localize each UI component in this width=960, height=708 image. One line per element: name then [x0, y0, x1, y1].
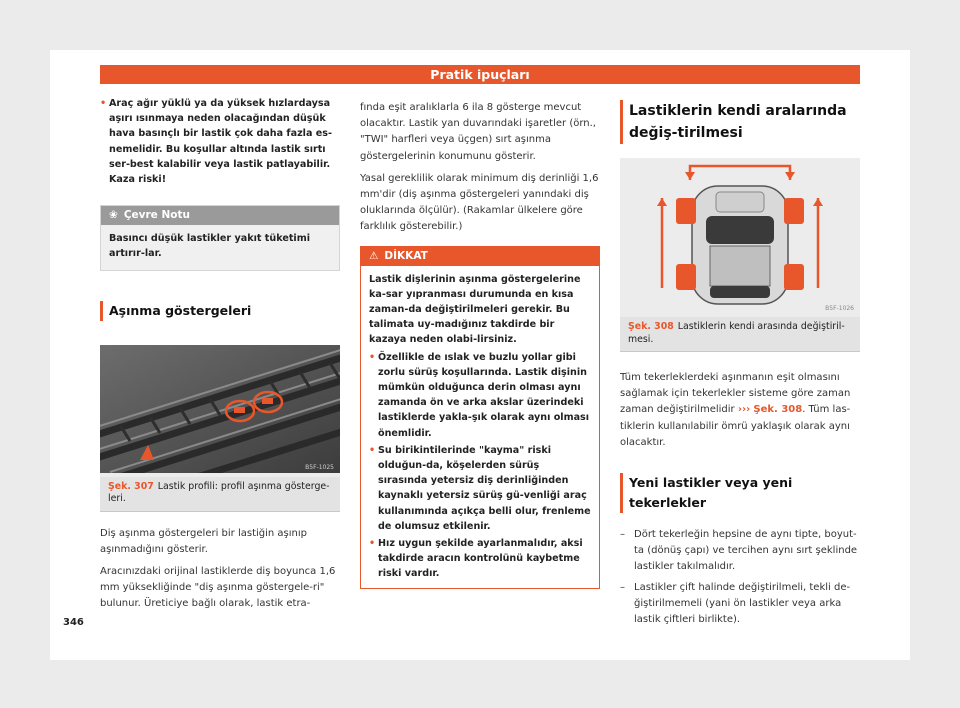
page-header: Pratik ipuçları — [100, 65, 860, 84]
figure-ref: Şek. 307 — [108, 480, 154, 492]
tire-tread-illustration — [100, 345, 340, 473]
caution-bullet: • Özellikle de ıslak ve buzlu yollar gibi zorlu sürüş koşullarında. Lastik dişinin mümkün olduğunca derin olması aynı zamanda ön ve arka akslar üzerindeki lastiklerde yakla-şık olarak aynı olması önemlidir. — [369, 350, 591, 441]
figure-caption — [100, 477, 340, 512]
environment-note-header — [101, 206, 339, 225]
caution-title: DİKKAT — [384, 249, 428, 262]
flower-icon: ❀ — [109, 209, 118, 222]
middle-column — [360, 100, 600, 589]
figure-caption-text: Lastik profili: profil aşınma gösterge-leri. — [108, 480, 330, 505]
warning-triangle-icon: ⚠ — [369, 249, 379, 262]
figure-ref: Şek. 308 — [628, 321, 674, 332]
caution-box — [360, 246, 600, 589]
figure-caption-text: Lastiklerin kendi arasında değiştiril-mesi. — [628, 321, 845, 345]
tire-profile-image — [100, 345, 340, 477]
paragraph: Diş aşınma göstergeleri bir lastiğin aşınıp aşınmadığını gösterir. — [100, 527, 308, 555]
warning-bullet: • Araç ağır yüklü ya da yüksek hızlardaysa aşırı ısınmaya neden olacağından düşük hava basınçlı bir lastik çok daha fazla es-nemelidir. Bu koşullar altında lastik sırtı ser-best kalabilir veya lastik patlayabilir. Kaza riski! — [100, 96, 340, 187]
tire-rotation-image — [620, 158, 860, 317]
section-title-new-tires: Yeni lastikler veya yeni tekerlekler — [620, 473, 860, 513]
paragraph-text: Tüm tekerleklerdeki aşınmanın eşit olmasını sağlamak için tekerlekler sisteme göre zaman zaman değiştirilmelidir — [620, 372, 851, 416]
paragraph: fında eşit aralıklarla 6 ila 8 gösterge mevcut olacaktır. Lastik yan duvarındaki işaretler (örn., "TWI" harfleri veya üçgen) sırt aşınma göstergelerinin konumunu gösterir. — [360, 102, 596, 162]
left-column — [100, 96, 340, 613]
car-top-view-illustration — [620, 158, 860, 313]
environment-note-body: Basıncı düşük lastikler yakıt tüketimi artırır-lar. — [109, 233, 311, 260]
caution-intro: Lastik dişlerinin aşınma göstergelerine ka-sar yıpranması durumunda en kısa zaman-da değiştirilmeleri gerekir. Bu talimata uy-madığınız takdirde bir kazaya neden olabi-lirsiniz. — [369, 273, 581, 346]
section-title-tire-rotation: Lastiklerin kendi aralarında değiş-tirilmesi — [620, 100, 860, 144]
dash-list-item: – Dört tekerleğin hepsine de aynı tipte, boyut-ta (dönüş çapı) ve tercihen aynı sırt şeklinde lastikler takılmalıdır. — [620, 527, 860, 576]
environment-note — [100, 205, 340, 270]
page-number: 346 — [63, 617, 84, 628]
figure-caption — [620, 317, 860, 352]
environment-note-title: Çevre Notu — [123, 209, 190, 222]
dash-list-item: – Lastikler çift halinde değiştirilmeli, tekli de-ğiştirilmemeli (yani ön lastikler veya arka lastik çiftleri birlikte). — [620, 580, 860, 629]
figure-code: B5F-1026 — [825, 305, 854, 312]
figure-307 — [100, 345, 340, 512]
caution-bullet: • Hız uygun şekilde ayarlanmalıdır, aksi takdirde aracın kontrolünü kaybetme riski vardır. — [369, 536, 591, 582]
paragraph: Aracınızdaki orijinal lastiklerde diş boyunca 1,6 mm yüksekliğinde "diş aşınma göstergele-ri" bulunur. Üreticiye bağlı olarak, lastik etra- — [100, 566, 336, 610]
right-column — [620, 100, 860, 628]
cross-reference-arrow[interactable]: ››› — [737, 404, 751, 416]
paragraph — [620, 370, 860, 451]
figure-308 — [620, 158, 860, 352]
paragraph: Yasal gereklilik olarak minimum diş derinliği 1,6 mm'dir (diş aşınma göstergeleri yanındaki diş oluklarında ölçülür). (Rakamlar ülkelere göre farklılık gösterebilir.) — [360, 172, 599, 233]
caution-bullet: • Su birikintilerinde "kayma" riski olduğun-da, köşelerden sürüş sırasında yetersiz diş derinliğinden kaynaklı yetersiz sürüş gü-venliği araç kullanımında açıkça belli olur, frenleme de olumsuz etkilenir. — [369, 443, 591, 534]
caution-header — [361, 247, 599, 266]
figure-code: B5F-1025 — [305, 463, 334, 471]
section-title-wear-indicators: Aşınma göstergeleri — [100, 301, 340, 321]
cross-reference-link[interactable]: Şek. 308 — [753, 404, 803, 416]
paragraph-text: . Tüm las-tiklerin kullanılabilir ömrü yaklaşık olarak aynı olacaktır. — [620, 404, 851, 448]
caution-body — [361, 266, 599, 588]
